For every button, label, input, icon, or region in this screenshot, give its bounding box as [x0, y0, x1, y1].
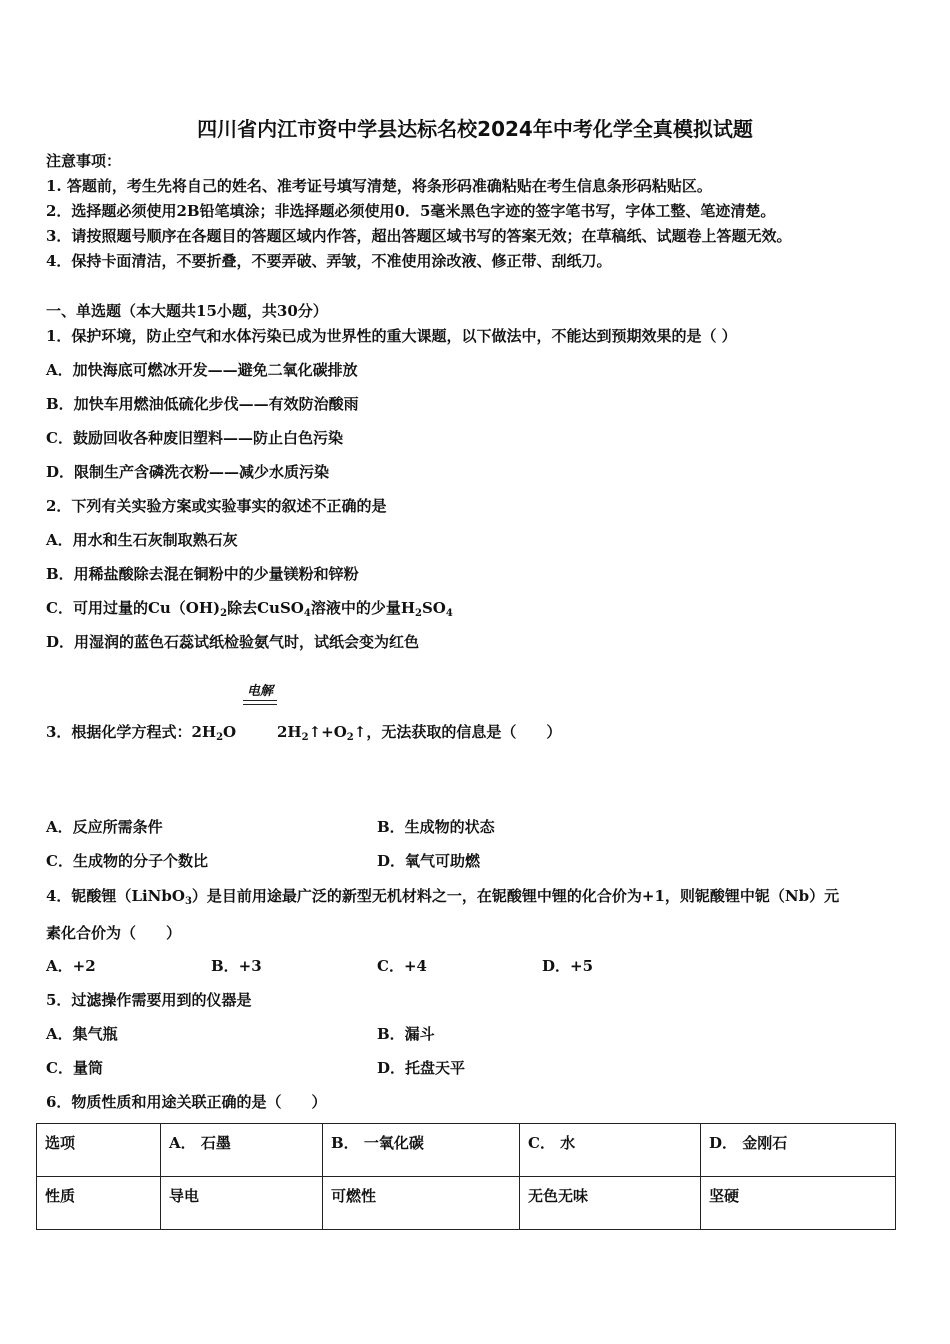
question-5-stem: 5．过滤操作需要用到的仪器是 [46, 991, 252, 1009]
table-row [37, 1177, 896, 1230]
question-4-option-d: D．+5 [542, 957, 594, 975]
subscript: 2 [346, 732, 354, 743]
reaction-condition: 电解 [246, 684, 273, 699]
page-title: 四川省内江市资中学县达标名校2024年中考化学全真模拟试题 [197, 117, 753, 141]
question-2-option-d: D．用湿润的蓝色石蕊试纸检验氨气时，试纸会变为红色 [46, 633, 420, 651]
equation-line [243, 700, 277, 701]
stem-text: 4．铌酸锂（LiNbO [46, 887, 185, 905]
question-2-stem: 2．下列有关实验方案或实验事实的叙述不正确的是 [46, 497, 387, 515]
subscript: 4 [445, 608, 453, 619]
table-cell: 无色无味 [520, 1177, 701, 1230]
question-5-option-a: A．集气瓶 [46, 1025, 118, 1043]
stem-text: 3．根据化学方程式：2H [46, 723, 217, 741]
table-cell: C． 水 [520, 1124, 701, 1177]
table-cell: 选项 [37, 1124, 161, 1177]
subscript: 2 [415, 608, 422, 619]
option-text: SO [421, 599, 446, 617]
subscript: 4 [303, 608, 311, 619]
question-3-products [277, 722, 561, 742]
note-item: 1. 答题前，考生先将自己的姓名、准考证号填写清楚，将条形码准确粘贴在考生信息条形码粘贴区。 [46, 177, 712, 195]
stem-text: ↑，无法获取的信息是（ ） [353, 723, 562, 741]
question-5-option-d: D．托盘天平 [377, 1059, 466, 1077]
subscript: 2 [220, 608, 228, 619]
question-4-stem-line2: 素化合价为（ ） [46, 924, 182, 942]
note-item: 2．选择题必须使用2B铅笔填涂；非选择题必须使用0．5毫米黑色字迹的签字笔书写，字体工整、笔迹清楚。 [46, 202, 776, 220]
question-6-stem: 6．物质性质和用途关联正确的是（ ） [46, 1093, 327, 1111]
section-heading: 一、单选题（本大题共15小题，共30分） [46, 302, 328, 320]
stem-text: ）是目前用途最广泛的新型无机材料之一，在铌酸锂中锂的化合价为+1，则铌酸锂中铌（Nb）元 [191, 887, 840, 905]
question-5-option-c: C．量筒 [46, 1059, 103, 1077]
question-2-option-a: A．用水和生石灰制取熟石灰 [46, 531, 238, 549]
question-4-option-b: B．+3 [211, 957, 262, 975]
option-text: 除去CuSO [227, 599, 304, 617]
table-cell: 导电 [161, 1177, 323, 1230]
question-1-option-d: D．限制生产含磷洗衣粉——减少水质污染 [46, 463, 330, 481]
option-text: 溶液中的少量H [310, 599, 415, 617]
question-3-option-d: D．氧气可助燃 [377, 852, 481, 870]
question-1-option-c: C．鼓励回收各种废旧塑料——防止白色污染 [46, 429, 343, 447]
option-text: C．可用过量的Cu（OH) [46, 599, 221, 617]
stem-text: O [223, 723, 237, 741]
note-item: 3．请按照题号顺序在各题目的答题区域内作答，超出答题区域书写的答案无效；在草稿纸、试题卷上答题无效。 [46, 227, 792, 245]
question-6-table [36, 1123, 896, 1230]
table-cell: B． 一氧化碳 [323, 1124, 520, 1177]
subscript: 3 [184, 896, 192, 907]
question-2-option-b: B．用稀盐酸除去混在铜粉中的少量镁粉和锌粉 [46, 565, 359, 583]
question-3-option-b: B．生成物的状态 [377, 818, 495, 836]
note-item: 4．保持卡面清洁，不要折叠，不要弄破、弄皱，不准使用涂改液、修正带、刮纸刀。 [46, 252, 612, 270]
question-4-option-a: A．+2 [46, 957, 96, 975]
table-cell: D． 金刚石 [701, 1124, 896, 1177]
equation-line [243, 704, 277, 705]
question-4-option-c: C．+4 [377, 957, 427, 975]
stem-text: 2H [277, 723, 302, 741]
question-3-stem [46, 722, 236, 742]
question-4-stem [46, 886, 839, 906]
table-row [37, 1124, 896, 1177]
table-cell: 可燃性 [323, 1177, 520, 1230]
table-cell: 性质 [37, 1177, 161, 1230]
subscript: 2 [301, 732, 309, 743]
question-1-option-b: B．加快车用燃油低硫化步伐——有效防治酸雨 [46, 395, 359, 413]
notes-heading: 注意事项： [46, 152, 122, 170]
subscript: 2 [216, 732, 224, 743]
question-1-stem: 1．保护环境，防止空气和水体污染已成为世界性的重大课题，以下做法中，不能达到预期效果的是（ ） [46, 327, 737, 345]
stem-text: ↑+O [308, 723, 347, 741]
question-3-option-c: C．生成物的分子个数比 [46, 852, 208, 870]
table-cell: 坚硬 [701, 1177, 896, 1230]
question-1-option-a: A．加快海底可燃冰开发——避免二氧化碳排放 [46, 361, 358, 379]
question-5-option-b: B．漏斗 [377, 1025, 435, 1043]
question-3-option-a: A．反应所需条件 [46, 818, 163, 836]
question-2-option-c [46, 598, 453, 618]
table-cell: A． 石墨 [161, 1124, 323, 1177]
